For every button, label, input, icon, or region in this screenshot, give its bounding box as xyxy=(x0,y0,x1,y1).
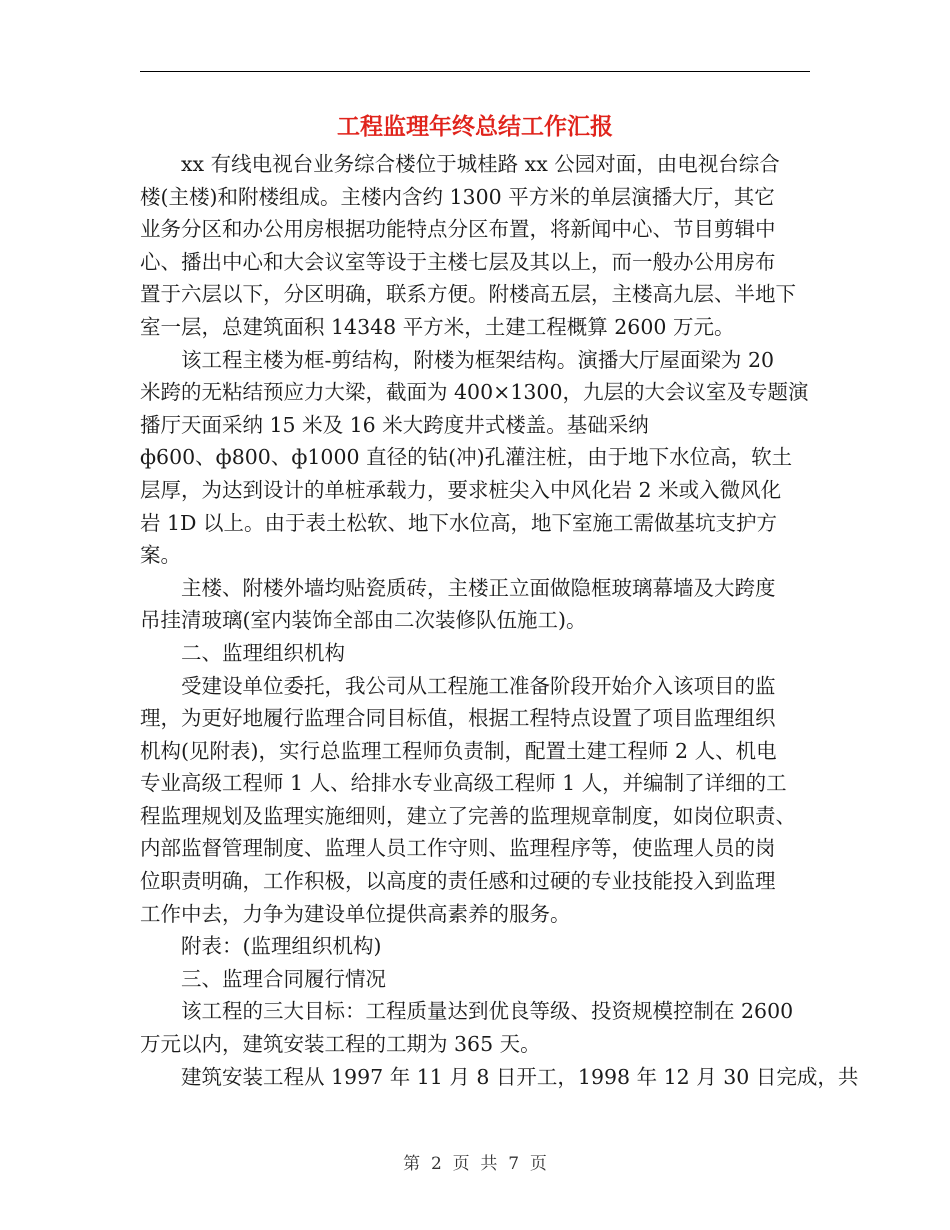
text-line: 楼(主楼)和附楼组成。主楼内含约 1300 平方米的单层演播大厅，其它 xyxy=(140,184,775,209)
text-line: 万元以内，建筑安装工程的工期为 365 天。 xyxy=(140,1032,541,1057)
text-line: 案。 xyxy=(140,543,181,568)
text-line: 理，为更好地履行监理合同目标值，根据工程特点设置了项目监理组织 xyxy=(140,706,776,731)
text-line: 受建设单位委托，我公司从工程施工准备阶段开始介入该项目的监 xyxy=(181,673,776,698)
text-line: 专业高级工程师 1 人、给排水专业高级工程师 1 人，并编制了详细的工 xyxy=(140,771,787,796)
text-line: 该工程主楼为框-剪结构，附楼为框架结构。演播大厅屋面梁为 20 xyxy=(181,347,775,372)
text-line: 机构(见附表)，实行总监理工程师负责制，配置土建工程师 2 人、机电 xyxy=(140,738,777,763)
document-body xyxy=(140,148,859,1093)
document-title: 工程监理年终总结工作汇报 xyxy=(337,113,613,140)
text-line: 主楼、附楼外墙均贴瓷质砖，主楼正立面做隐框玻璃幕墙及大跨度 xyxy=(181,575,776,600)
text-line: 工作中去，力争为建设单位提供高素养的服务。 xyxy=(140,901,571,926)
text-line: 室一层，总建筑面积 14348 平方米，土建工程概算 2600 万元。 xyxy=(140,314,735,339)
section-heading: 三、监理合同履行情况 xyxy=(181,966,386,991)
text-line: 内部监督管理制度、监理人员工作守则、监理程序等，使监理人员的岗 xyxy=(140,836,776,861)
text-line: 岩 1D 以上。由于表土松软、地下水位高，地下室施工需做基坑支护方 xyxy=(140,510,778,535)
text-line: 置于六层以下，分区明确，联系方便。附楼高五层，主楼高九层、半地下 xyxy=(140,282,796,307)
text-line: 业务分区和办公用房根据功能特点分区布置，将新闻中心、节目剪辑中 xyxy=(140,217,776,242)
text-line: 吊挂清玻璃(室内装饰全部由二次装修队伍施工)。 xyxy=(140,608,587,633)
text-line: 播厅天面采纳 15 米及 16 米大跨度井式楼盖。基础采纳 xyxy=(140,412,649,437)
text-line: 程监理规划及监理实施细则，建立了完善的监理规章制度，如岗位职责、 xyxy=(140,803,796,828)
text-line: 建筑安装工程从 1997 年 11 月 8 日开工，1998 年 12 月 30 日完成，共 xyxy=(181,1064,859,1089)
text-line: 位职责明确，工作积极，以高度的责任感和过硬的专业技能投入到监理 xyxy=(140,869,776,894)
text-line: 附表：(监理组织机构) xyxy=(181,934,382,959)
text-line: 米跨的无粘结预应力大梁，截面为 400×1300，九层的大会议室及专题演 xyxy=(140,380,809,405)
text-line: 该工程的三大目标：工程质量达到优良等级、投资规模控制在 2600 xyxy=(181,999,794,1024)
text-line: ф600、ф800、ф1000 直径的钻(冲)孔灌注桩，由于地下水位高，软土 xyxy=(140,445,793,470)
text-line: xx 有线电视台业务综合楼位于城桂路 xx 公园对面，由电视台综合 xyxy=(181,152,780,176)
section-heading: 二、监理组织机构 xyxy=(181,640,345,665)
text-line: 心、播出中心和大会议室等设于主楼七层及其以上，而一般办公用房布 xyxy=(140,249,776,274)
text-line: 层厚，为达到设计的单桩承载力，要求桩尖入中风化岩 2 米或入微风化 xyxy=(140,477,782,502)
page-number: 第 2 页 共 7 页 xyxy=(403,1154,547,1174)
header-rule xyxy=(140,71,810,72)
